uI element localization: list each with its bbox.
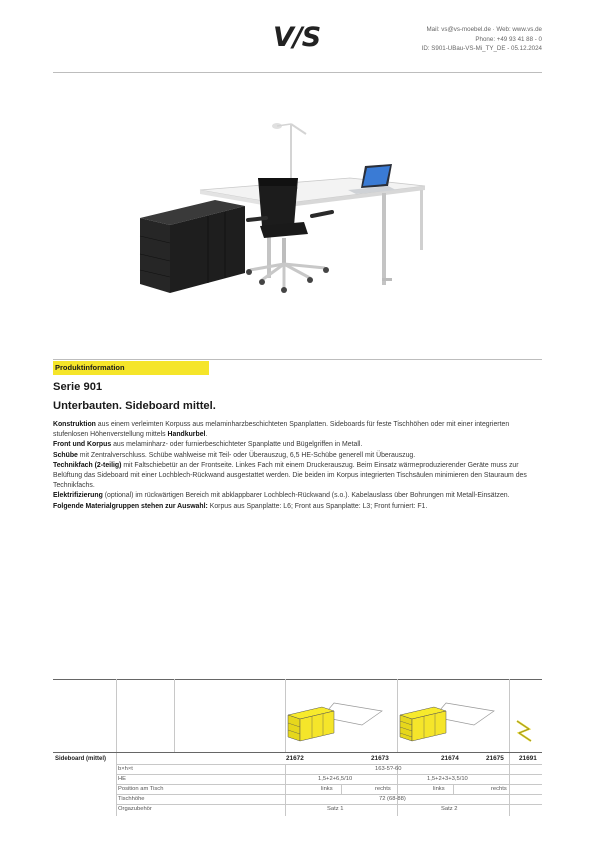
accessory-illustration	[511, 717, 537, 745]
value-position-links-2: links	[433, 786, 445, 792]
code-21672: 21672	[286, 755, 304, 762]
section-divider	[53, 359, 542, 360]
text-schuebe: mit Zentralverschluss. Schübe wahlweise mit Teil- oder Überauszug, 6,5 HE-Schübe generell mit Überauszug.	[77, 451, 416, 459]
row-label-orgazubehoer: Orgazubehör	[118, 806, 152, 812]
row-divider	[116, 784, 542, 785]
product-variant-table	[53, 679, 542, 816]
value-position-links-1: links	[321, 786, 333, 792]
col-line	[285, 764, 286, 816]
product-image-workstation	[120, 108, 540, 308]
code-21674: 21674	[441, 755, 459, 762]
sideboard-set1-illustration	[282, 697, 384, 745]
product-info-tag	[53, 361, 209, 375]
row-divider	[116, 804, 542, 805]
paragraph-elektrifizierung	[53, 491, 545, 501]
table-top-border	[53, 679, 542, 680]
product-subtitle: Unterbauten. Sideboard mittel.	[53, 400, 216, 412]
col-line	[174, 679, 175, 752]
value-satz2: Satz 2	[441, 806, 458, 812]
contact-mail-web: Mail: vs@vs-moebel.de · Web: www.vs.de	[426, 26, 542, 33]
row-label-position: Position am Tisch	[118, 786, 164, 792]
text-konstruktion-end: .	[205, 431, 208, 439]
lead-schuebe: Schübe	[53, 451, 78, 459]
value-he-set2: 1,5+2+3+3,5/10	[427, 776, 468, 782]
text-material: Korpus aus Spanplatte: L6; Front aus Spanplatte: L3; Front furniert: F1.	[207, 502, 428, 510]
text-elektrifizierung: (optional) im rückwärtigen Bereich mit abklappbarer Lochblech-Rückwand (s.o.). Kabelauslass über Bohrungen mit Metall-Einsätzen.	[102, 492, 510, 500]
paragraph-front	[53, 440, 545, 450]
row-label-tischhoehe: Tischhöhe	[118, 796, 145, 802]
product-label-sideboard: Sideboard (mittel)	[55, 756, 107, 762]
contact-info	[422, 25, 542, 54]
bold-handkurbel: Handkurbel	[167, 431, 206, 439]
vs-logo: V/S	[273, 22, 321, 53]
col-line	[116, 679, 117, 816]
text-konstruktion: aus einem verleimten Korpuss aus melaminharzbeschichteten Spanplatten. Sideboards für feste Tischhöhen oder mit einer integrierten stufenlosen Höhenverstellung mittels	[53, 421, 510, 439]
value-satz1: Satz 1	[327, 806, 344, 812]
row-label-bht: b×h×t	[118, 766, 133, 772]
code-21673: 21673	[371, 755, 389, 762]
value-position-rechts-2: rechts	[491, 786, 507, 792]
lead-material: Folgende Materialgruppen stehen zur Auswahl:	[53, 502, 208, 510]
value-bht: 163-5?-60	[375, 766, 402, 772]
row-divider	[116, 774, 542, 775]
row-divider	[116, 794, 542, 795]
row-label-he: HE	[118, 776, 127, 782]
row-divider	[116, 764, 542, 765]
paragraph-schuebe	[53, 451, 545, 461]
col-line	[509, 679, 510, 816]
value-tischhoehe: 72 (68-88)	[379, 796, 406, 802]
contact-phone: Phone: +49 93 41 88 - 0	[475, 35, 542, 43]
product-description	[53, 420, 545, 512]
product-info-label: Produktinformation	[55, 363, 125, 372]
text-front: aus melaminharz- oder furnierbeschichteter Spanplatte und Bügelgriffen in Metall.	[111, 441, 363, 449]
col-line	[341, 784, 342, 794]
value-position-rechts-1: rechts	[375, 786, 391, 792]
sideboard-set2-illustration	[394, 697, 496, 745]
paragraph-technikfach	[53, 461, 545, 492]
header-divider	[53, 72, 542, 73]
lead-konstruktion: Konstruktion	[53, 421, 96, 428]
codes-top-border	[53, 752, 542, 753]
document-id: ID: S901-UBau-VS-Mi_TY_DE - 05.12.2024	[421, 45, 542, 53]
code-21691: 21691	[519, 755, 537, 762]
series-title: Serie 901	[53, 381, 103, 393]
col-line	[453, 784, 454, 794]
lead-elektrifizierung: Elektrifizierung	[53, 492, 103, 500]
code-21675: 21675	[486, 755, 504, 762]
paragraph-konstruktion	[53, 420, 545, 440]
lead-technikfach: Technikfach (2-teilig)	[53, 461, 122, 469]
lead-front: Front und Korpus	[53, 441, 112, 449]
value-he-set1: 1,5+2+6,5/10	[318, 776, 353, 782]
text-technikfach: mit Faltschiebetür an der Frontseite. Linkes Fach mit einem Druckerauszug. Beim Einsatz wärmeproduzierender Geräte muss zur Belüftung das Sideboard mit einer Lochblech-Rückwand ausgestattet werden. Die beiden im Korpus integrierten Tischsäulen minimieren den Stauraum des Technikfachs.	[53, 461, 527, 490]
paragraph-material	[53, 502, 545, 512]
